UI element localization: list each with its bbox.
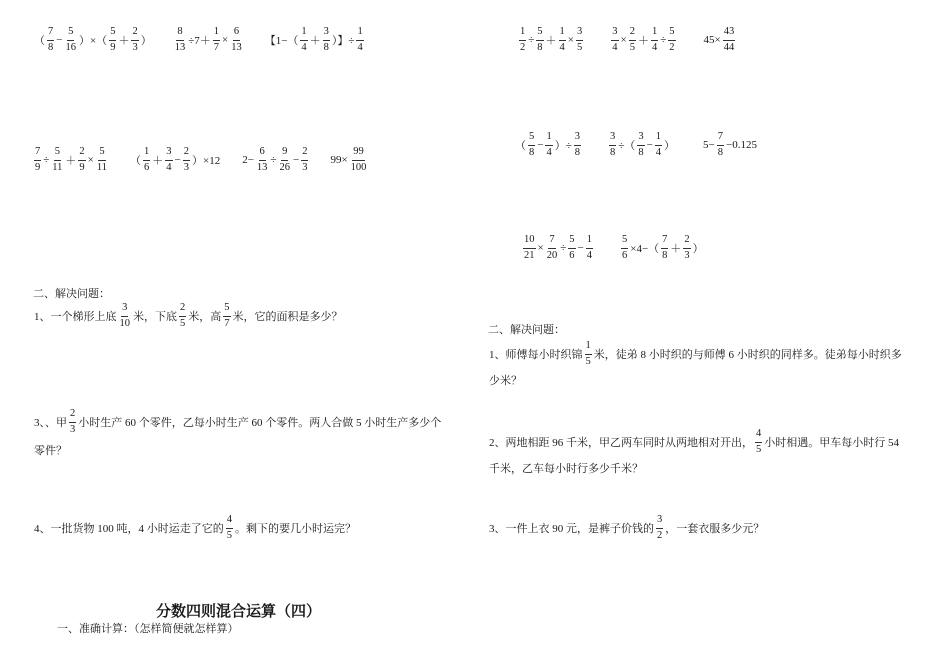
math-operator: ） bbox=[664, 140, 676, 152]
fraction bbox=[611, 27, 618, 53]
fraction bbox=[34, 147, 41, 173]
fraction bbox=[546, 235, 559, 261]
fraction bbox=[576, 27, 583, 53]
fraction bbox=[143, 147, 150, 173]
expression bbox=[608, 132, 676, 158]
problem-line bbox=[488, 454, 644, 482]
math-operator: ＋ bbox=[309, 35, 321, 47]
fraction-denominator: 8 bbox=[610, 146, 616, 158]
fraction bbox=[655, 132, 662, 158]
fraction bbox=[668, 27, 675, 53]
fraction-numerator: 3 bbox=[576, 27, 583, 41]
fraction-numerator: 1 bbox=[356, 27, 363, 41]
fraction bbox=[717, 132, 724, 158]
expression bbox=[264, 27, 365, 53]
right-section2-heading: 二、解决问题： bbox=[488, 324, 565, 336]
fraction bbox=[528, 132, 535, 158]
fraction bbox=[256, 147, 269, 173]
fraction-numerator: 2 bbox=[131, 27, 138, 41]
fraction-numerator: 3 bbox=[637, 132, 644, 146]
fraction bbox=[629, 27, 636, 53]
fraction-numerator: 6 bbox=[233, 27, 240, 41]
problem-text: 1、师傅每小时织锦 bbox=[489, 349, 583, 361]
fraction-numerator: 1 bbox=[519, 27, 526, 41]
fraction-denominator: 3 bbox=[183, 161, 189, 173]
math-operator: ）×（ bbox=[78, 35, 108, 47]
fraction-denominator: 20 bbox=[546, 249, 558, 261]
fraction-denominator: 4 bbox=[166, 161, 172, 173]
math-operator: ＋ bbox=[65, 155, 77, 167]
fraction-denominator: 5 bbox=[756, 443, 762, 455]
fraction-numerator: 3 bbox=[611, 27, 618, 41]
fraction-numerator: 99 bbox=[352, 147, 365, 161]
fraction-denominator: 2 bbox=[657, 529, 663, 541]
fraction bbox=[278, 147, 291, 173]
math-operator: ＋ bbox=[118, 35, 130, 47]
fraction-denominator: 10 bbox=[119, 317, 130, 329]
math-operator: ÷ bbox=[528, 34, 535, 46]
problem-text: 千米，乙车每小时行多少千米？ bbox=[489, 463, 643, 475]
expression bbox=[703, 27, 737, 53]
worksheet-title: 分数四则混合运算（四） bbox=[156, 602, 322, 620]
fraction-denominator: 6 bbox=[621, 249, 628, 261]
fraction-numerator: 1 bbox=[655, 132, 662, 146]
math-operator: ÷ bbox=[660, 34, 667, 46]
calculation-row bbox=[514, 130, 784, 160]
fraction bbox=[637, 132, 644, 158]
math-operator: × bbox=[221, 34, 229, 46]
fraction-denominator: 4 bbox=[586, 249, 592, 261]
problem-text: 4、一批货物 100 吨，4 小时运走了它的 bbox=[34, 523, 224, 535]
fraction-denominator: 13 bbox=[174, 41, 186, 53]
fraction-numerator: 2 bbox=[179, 303, 186, 317]
fraction bbox=[109, 27, 116, 53]
fraction bbox=[585, 341, 592, 367]
fraction bbox=[64, 27, 77, 53]
fraction-denominator: 4 bbox=[651, 41, 658, 53]
math-operator: ＋ bbox=[545, 35, 557, 47]
fraction bbox=[47, 27, 54, 53]
fraction-denominator: 13 bbox=[231, 41, 242, 53]
fraction-denominator: 6 bbox=[144, 161, 150, 173]
expression bbox=[518, 27, 584, 53]
fraction bbox=[301, 147, 308, 173]
expression bbox=[33, 147, 109, 173]
math-operator: × bbox=[620, 34, 627, 46]
math-operator: ＋ bbox=[637, 35, 649, 47]
fraction-denominator: 4 bbox=[301, 41, 307, 53]
math-operator: ÷ bbox=[560, 242, 567, 254]
fraction-numerator: 5 bbox=[67, 27, 74, 41]
math-operator: − bbox=[56, 34, 63, 46]
fraction-numerator: 10 bbox=[523, 235, 536, 249]
fraction bbox=[356, 27, 363, 53]
fraction-denominator: 7 bbox=[213, 41, 219, 53]
fraction bbox=[119, 303, 132, 329]
problem-line bbox=[488, 514, 765, 542]
fraction-numerator: 2 bbox=[183, 147, 190, 161]
fraction bbox=[661, 235, 668, 261]
fraction bbox=[651, 27, 658, 53]
fraction bbox=[300, 27, 307, 53]
fraction bbox=[519, 27, 526, 53]
fraction-numerator: 7 bbox=[47, 27, 54, 41]
math-operator: ÷7＋ bbox=[188, 35, 211, 47]
expression bbox=[241, 147, 309, 173]
fraction bbox=[545, 132, 552, 158]
problem-text: 2、两地相距 96 千米，甲乙两车同时从两地相对开出， bbox=[489, 437, 753, 449]
fraction-numerator: 7 bbox=[548, 235, 555, 249]
fraction-numerator: 5 bbox=[536, 27, 543, 41]
expression bbox=[702, 132, 758, 158]
fraction-denominator: 4 bbox=[357, 41, 363, 53]
fraction-numerator: 7 bbox=[661, 235, 668, 249]
problem-text: 米，高 bbox=[188, 311, 222, 323]
fraction bbox=[586, 235, 593, 261]
fraction-denominator: 26 bbox=[279, 161, 290, 173]
math-operator: × bbox=[87, 154, 94, 166]
fraction bbox=[536, 27, 543, 53]
fraction-numerator: 5 bbox=[668, 27, 675, 41]
fraction-numerator: 3 bbox=[323, 27, 330, 41]
fraction bbox=[523, 235, 536, 261]
fraction bbox=[51, 147, 63, 173]
fraction-denominator: 16 bbox=[65, 41, 76, 53]
fraction bbox=[559, 27, 566, 53]
fraction-numerator: 7 bbox=[717, 132, 724, 146]
fraction bbox=[78, 147, 85, 173]
fraction-numerator: 5 bbox=[223, 303, 230, 317]
fraction bbox=[609, 132, 616, 158]
problem-line bbox=[488, 366, 523, 394]
expression bbox=[129, 147, 221, 173]
fraction-numerator: 4 bbox=[755, 429, 762, 443]
fraction-denominator: 8 bbox=[48, 41, 54, 53]
fraction-denominator: 5 bbox=[577, 41, 583, 53]
expression bbox=[173, 27, 244, 53]
fraction-denominator: 100 bbox=[350, 161, 367, 173]
fraction bbox=[96, 147, 108, 173]
fraction bbox=[174, 27, 187, 53]
fraction bbox=[574, 132, 581, 158]
fraction bbox=[131, 27, 138, 53]
problem-line bbox=[488, 340, 903, 368]
problem-text: 米，下底 bbox=[133, 311, 177, 323]
fraction-numerator: 2 bbox=[301, 147, 308, 161]
math-operator: ）÷ bbox=[554, 140, 572, 152]
math-operator: ＋ bbox=[152, 155, 164, 167]
fraction-numerator: 1 bbox=[585, 341, 592, 355]
problem-text: 小时相遇。甲车每小时行 54 bbox=[764, 437, 899, 449]
math-operator: 5− bbox=[703, 139, 715, 151]
fraction-denominator: 2 bbox=[669, 41, 675, 53]
fraction-numerator: 5 bbox=[98, 147, 105, 161]
math-operator: ） bbox=[140, 35, 152, 47]
fraction-denominator: 3 bbox=[684, 249, 690, 261]
fraction-denominator: 11 bbox=[96, 161, 108, 173]
fraction-numerator: 1 bbox=[651, 27, 658, 41]
fraction-denominator: 8 bbox=[529, 146, 535, 158]
math-operator: ） bbox=[692, 243, 704, 255]
problem-text: 3、一件上衣 90 元，是裤子价钱的 bbox=[489, 523, 654, 535]
fraction-denominator: 8 bbox=[717, 146, 723, 158]
math-operator: 【1−（ bbox=[264, 35, 299, 47]
fraction bbox=[568, 235, 575, 261]
expression bbox=[33, 27, 153, 53]
fraction-numerator: 9 bbox=[281, 147, 288, 161]
fraction-numerator: 5 bbox=[109, 27, 116, 41]
problem-text: 1、一个梯形上底 bbox=[34, 311, 117, 323]
fraction-denominator: 5 bbox=[585, 355, 591, 367]
problem-text: 米，它的面积是多少？ bbox=[232, 311, 343, 323]
fraction-numerator: 2 bbox=[683, 235, 690, 249]
fraction bbox=[226, 515, 233, 541]
math-operator: − bbox=[646, 139, 653, 151]
math-operator: − bbox=[174, 154, 181, 166]
math-operator: 2− bbox=[242, 154, 254, 166]
fraction-denominator: 8 bbox=[574, 146, 581, 158]
math-operator: − bbox=[577, 242, 584, 254]
fraction-numerator: 3 bbox=[656, 515, 663, 529]
fraction-numerator: 1 bbox=[213, 27, 220, 41]
fraction-denominator: 8 bbox=[537, 41, 543, 53]
fraction-denominator: 13 bbox=[256, 161, 268, 173]
fraction-denominator: 3 bbox=[70, 423, 76, 435]
calculation-row bbox=[33, 145, 388, 175]
fraction-numerator: 1 bbox=[300, 27, 307, 41]
fraction-numerator: 8 bbox=[176, 27, 183, 41]
fraction-numerator: 3 bbox=[165, 147, 172, 161]
math-operator: （ bbox=[130, 155, 142, 167]
problem-line bbox=[33, 408, 442, 436]
fraction-numerator: 1 bbox=[586, 235, 593, 249]
fraction-denominator: 8 bbox=[662, 249, 668, 261]
fraction-denominator: 3 bbox=[302, 161, 308, 173]
fraction-denominator: 4 bbox=[559, 41, 565, 53]
fraction bbox=[213, 27, 220, 53]
math-operator: ）×12 bbox=[191, 155, 221, 167]
fraction-denominator: 5 bbox=[226, 529, 232, 541]
fraction-numerator: 5 bbox=[568, 235, 575, 249]
fraction-denominator: 9 bbox=[110, 41, 116, 53]
math-operator: （ bbox=[34, 35, 45, 47]
calculation-row bbox=[518, 25, 762, 55]
math-operator: 99× bbox=[330, 154, 348, 166]
expression bbox=[620, 235, 705, 261]
calculation-row bbox=[33, 25, 385, 55]
math-operator: × bbox=[567, 34, 575, 46]
fraction-denominator: 9 bbox=[35, 161, 41, 173]
fraction-denominator: 4 bbox=[655, 146, 662, 158]
math-operator: ）】÷ bbox=[331, 35, 355, 47]
problem-line bbox=[33, 514, 357, 542]
problem-text: 。剩下的要几小时运完？ bbox=[235, 523, 356, 535]
fraction-numerator: 3 bbox=[574, 132, 581, 146]
problem-line bbox=[33, 436, 68, 464]
fraction-denominator: 44 bbox=[723, 41, 735, 53]
fraction bbox=[656, 515, 663, 541]
fraction-numerator: 5 bbox=[528, 132, 535, 146]
fraction-numerator: 43 bbox=[723, 27, 736, 41]
problem-text: 3、、甲 bbox=[34, 417, 67, 429]
math-operator: − bbox=[292, 154, 300, 166]
math-operator: ÷（ bbox=[618, 140, 636, 152]
fraction-denominator: 6 bbox=[569, 249, 575, 261]
fraction-numerator: 2 bbox=[69, 409, 76, 423]
fraction-numerator: 2 bbox=[629, 27, 636, 41]
fraction-denominator: 11 bbox=[52, 161, 63, 173]
math-operator: （ bbox=[515, 140, 526, 152]
fraction-numerator: 3 bbox=[121, 303, 128, 317]
math-operator: ÷ bbox=[43, 154, 50, 166]
fraction-denominator: 2 bbox=[520, 41, 526, 53]
math-operator: − bbox=[537, 139, 544, 151]
fraction-denominator: 21 bbox=[524, 249, 535, 261]
calculation-row bbox=[522, 233, 731, 263]
fraction-denominator: 8 bbox=[323, 41, 329, 53]
fraction-numerator: 1 bbox=[545, 132, 552, 146]
math-operator: −0.125 bbox=[726, 139, 757, 151]
fraction-denominator: 3 bbox=[132, 41, 138, 53]
fraction-denominator: 4 bbox=[546, 146, 552, 158]
fraction-numerator: 7 bbox=[34, 147, 41, 161]
math-operator: × bbox=[537, 242, 544, 254]
expression bbox=[514, 132, 582, 158]
fraction bbox=[223, 303, 230, 329]
problem-line bbox=[33, 302, 344, 330]
fraction-numerator: 1 bbox=[559, 27, 566, 41]
fraction-numerator: 4 bbox=[226, 515, 233, 529]
problem-text: 小时生产 60 个零件，乙每小时生产 60 个零件。两人合做 5 小时生产多少个 bbox=[78, 417, 442, 429]
fraction-numerator: 3 bbox=[609, 132, 616, 146]
fraction bbox=[621, 235, 628, 261]
problem-text: 米，徒弟 8 小时织的与师傅 6 小时织的同样多。徒弟每小时织多 bbox=[593, 349, 902, 361]
problem-text: 少米？ bbox=[489, 375, 522, 387]
fraction bbox=[683, 235, 690, 261]
left-section2-heading: 二、解决问题： bbox=[33, 288, 110, 300]
problem-text: ，一套衣服多少元？ bbox=[665, 523, 765, 535]
fraction bbox=[165, 147, 172, 173]
fraction bbox=[323, 27, 330, 53]
math-operator: ＋ bbox=[670, 243, 682, 255]
math-operator: ×4−（ bbox=[630, 243, 660, 255]
fraction-denominator: 5 bbox=[629, 41, 635, 53]
fraction-denominator: 9 bbox=[79, 161, 85, 173]
fraction-denominator: 7 bbox=[224, 317, 230, 329]
fraction bbox=[350, 147, 368, 173]
math-operator: ÷ bbox=[270, 154, 277, 166]
fraction bbox=[179, 303, 186, 329]
section1-heading: 一、准确计算：（怎样简便就怎样算） bbox=[57, 623, 239, 635]
fraction-numerator: 6 bbox=[259, 147, 266, 161]
problem-line bbox=[488, 428, 900, 456]
fraction bbox=[69, 409, 76, 435]
problem-text: 零件？ bbox=[34, 445, 67, 457]
expression bbox=[522, 235, 594, 261]
fraction-numerator: 2 bbox=[78, 147, 85, 161]
expression bbox=[329, 147, 368, 173]
fraction-numerator: 5 bbox=[54, 147, 61, 161]
math-operator: 45× bbox=[703, 34, 721, 46]
fraction-numerator: 5 bbox=[621, 235, 628, 249]
fraction-denominator: 4 bbox=[612, 41, 618, 53]
fraction-denominator: 8 bbox=[638, 146, 644, 158]
fraction-denominator: 5 bbox=[180, 317, 186, 329]
expression bbox=[610, 27, 676, 53]
fraction-numerator: 1 bbox=[143, 147, 150, 161]
fraction bbox=[183, 147, 190, 173]
fraction bbox=[230, 27, 243, 53]
fraction bbox=[755, 429, 762, 455]
fraction bbox=[723, 27, 736, 53]
